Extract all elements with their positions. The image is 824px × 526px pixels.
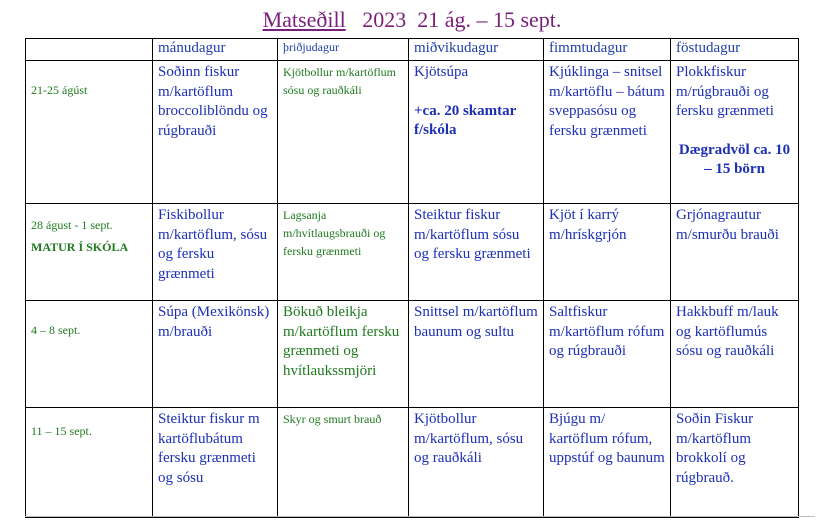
friday-note: Dægradvöl ca. 10 – 15 börn	[678, 141, 791, 177]
monday-dish: Soðinn fiskur m/kartöflum broccoliblöndu og rúgbrauði	[153, 61, 278, 204]
week-label-cell	[26, 204, 153, 301]
thursday-dish: Bjúgu m/ kartöflum rófum, uppstúf og baunum	[544, 408, 671, 518]
week-label: 11 – 15 sept.	[26, 408, 153, 518]
page-title	[0, 6, 824, 34]
friday-dish: Soðin Fiskur m/kartöflum brokkolí og rúgbrauð.	[671, 408, 799, 518]
friday-dish: Hakkbuff m/lauk og kartöflumús sósu og rauðkáli	[671, 301, 799, 408]
monday-dish: Fiskibollur m/kartöflum, sósu og fersku grænmeti	[153, 204, 278, 301]
header-row	[26, 39, 799, 61]
week-label: 28 águst - 1 sept.	[31, 218, 113, 232]
wednesday-dish: Kjötbollur m/kartöflum, sósu og rauðkáli	[409, 408, 544, 518]
menu-table	[25, 38, 799, 518]
header-empty-cell	[26, 39, 153, 61]
tuesday-dish: Kjötbollur m/kartöflum sósu og rauðkáli	[278, 61, 409, 204]
friday-dish: Grjónagrautur m/smurðu brauði	[671, 204, 799, 301]
table-row	[26, 204, 799, 301]
bottom-divider	[25, 516, 815, 517]
wednesday-dish: Steiktur fiskur m/kartöflum sósu og fersku grænmeti	[409, 204, 544, 301]
friday-cell	[671, 61, 799, 204]
wednesday-dish: Snittsel m/kartöflum baunum og sultu	[409, 301, 544, 408]
wednesday-dish: Kjötsúpa	[414, 64, 469, 80]
title-range: 21 ág. – 15 sept.	[417, 7, 562, 32]
table-row	[26, 61, 799, 204]
tuesday-dish: Bökuð bleikja m/kartöflum fersku grænmeti og hvítlaukssmjöri	[278, 301, 409, 408]
friday-dish: Plokkfiskur m/rúgbrauði og fersku grænmeti	[676, 64, 774, 119]
week-label-note: MATUR Í SKÓLA	[31, 240, 129, 254]
week-label: 21-25 ágúst	[26, 61, 153, 204]
wednesday-cell	[409, 61, 544, 204]
table-row	[26, 301, 799, 408]
week-label: 4 – 8 sept.	[26, 301, 153, 408]
header-monday: mánudagur	[153, 39, 278, 61]
tuesday-dish: Skyr og smurt brauð	[278, 408, 409, 518]
thursday-dish: Saltfiskur m/kartöflum rófum og rúgbrauði	[544, 301, 671, 408]
header-wednesday: miðvikudagur	[409, 39, 544, 61]
header-friday: föstudagur	[671, 39, 799, 61]
wednesday-note: +ca. 20 skamtar f/skóla	[414, 102, 517, 138]
title-prefix: Matseðill	[262, 7, 346, 32]
header-thursday: fimmtudagur	[544, 39, 671, 61]
monday-dish: Súpa (Mexikönsk) m/brauði	[153, 301, 278, 408]
table-row	[26, 408, 799, 518]
monday-dish: Steiktur fiskur m kartöflubátum fersku grænmeti og sósu	[153, 408, 278, 518]
title-year: 2023	[362, 7, 407, 32]
thursday-dish: Kjúklinga – snitsel m/kartöflu – bátum sveppasósu og fersku grænmeti	[544, 61, 671, 204]
thursday-dish: Kjöt í karrý m/hrískgrjón	[544, 204, 671, 301]
tuesday-dish: Lagsanja m/hvítlaugsbrauði og fersku grænmeti	[278, 204, 409, 301]
header-tuesday: þriðjudagur	[278, 39, 409, 61]
